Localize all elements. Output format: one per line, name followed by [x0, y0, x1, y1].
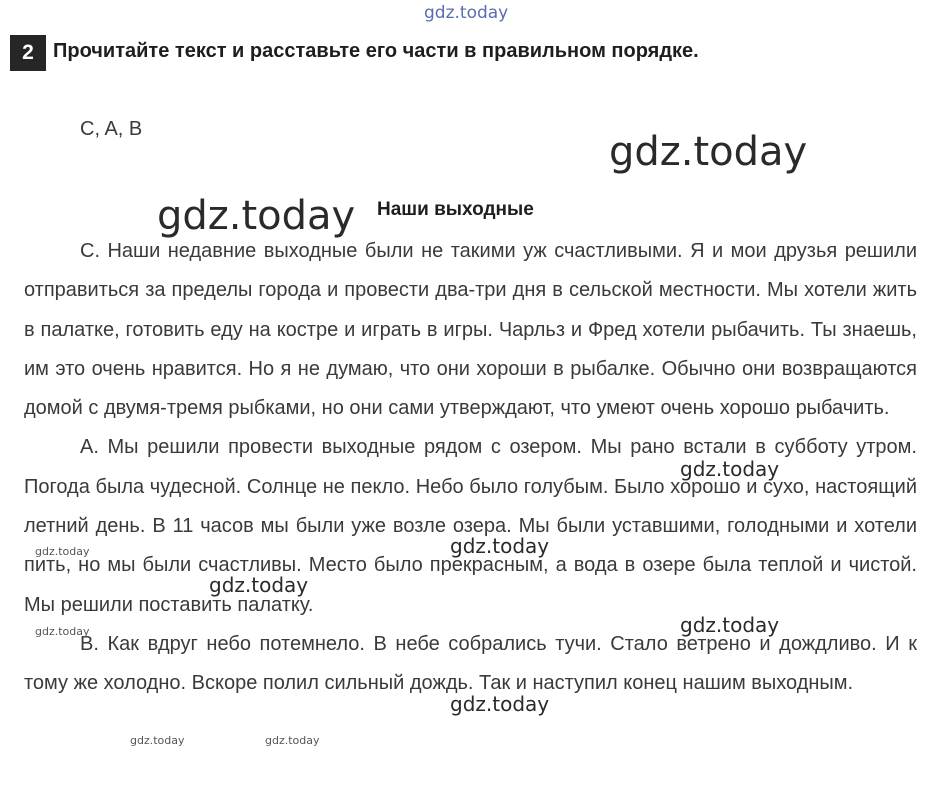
- watermark-small-4: gdz.today: [265, 734, 320, 747]
- paragraph-c: С. Наши недавние выходные были не такими уж счастливыми. Я и мои друзья решили отправиться за пределы города и провести два-три дня в сельской местности. Мы хотели жить в палатке, готовить еду на костре и играть в игры. Чарльз и Фред хотели рыбачить. Ты знаешь, им это очень нравится. Но я не думаю, что они хороши в рыбалке. Обычно они возвращаются домой с двумя-тремя рыбками, но они сами утверждают, что умеют очень хорошо рыбачить.: [24, 240, 917, 420]
- watermark-small-1: gdz.today: [35, 545, 90, 558]
- watermark-mid-5: gdz.today: [450, 692, 550, 716]
- watermark-small-2: gdz.today: [35, 625, 90, 638]
- paragraph-a: А. Мы решили провести выходные рядом с озером. Мы рано встали в субботу утром. Погода была чудесной. Солнце не пекло. Небо было голубым. Было хорошо и сухо, настоящий летний день. В 11 часов мы были уже возле озера. Мы были уставшими, голодными и хотели пить, но мы были счастливы. Место было прекрасным, а вода в озере была теплой и чистой. Мы решили поставить палатку.: [24, 436, 917, 616]
- task-instruction: Прочитайте текст и расставьте его части в правильном порядке.: [53, 40, 699, 62]
- answer-text: C, A, B: [80, 118, 143, 140]
- watermark-large-right: gdz.today: [609, 129, 808, 175]
- watermark-large-left: gdz.today: [157, 193, 356, 239]
- paragraph-b: В. Как вдруг небо потемнело. В небе собрались тучи. Стало ветрено и дождливо. И к тому же холодно. Вскоре полил сильный дождь. Так и наступил конец нашим выходным.: [24, 632, 917, 695]
- watermark-top: gdz.today: [424, 3, 509, 23]
- story-title: Наши выходные: [377, 199, 534, 220]
- story-body: [24, 232, 917, 704]
- task-number-badge: 2: [10, 35, 46, 71]
- watermark-mid-3: gdz.today: [209, 573, 309, 597]
- watermark-mid-4: gdz.today: [680, 613, 780, 637]
- watermark-small-3: gdz.today: [130, 734, 185, 747]
- watermark-mid-2: gdz.today: [450, 534, 550, 558]
- watermark-mid-1: gdz.today: [680, 457, 780, 481]
